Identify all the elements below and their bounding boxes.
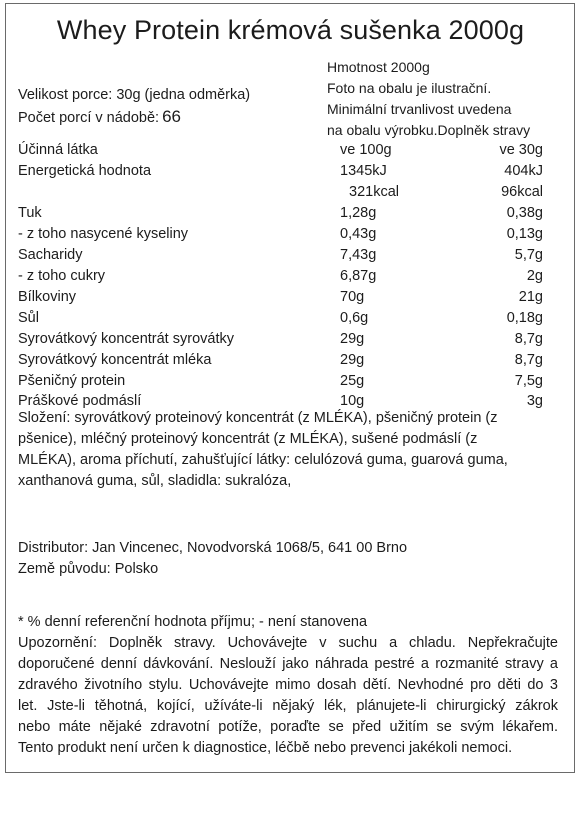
nutrition-row <box>0 268 581 288</box>
weight-note-line: na obalu výrobku.Doplněk stravy <box>327 122 531 138</box>
per100-value: 1345kJ <box>340 163 387 179</box>
country-of-origin: Země původu: Polsko <box>18 561 159 577</box>
composition <box>18 408 558 492</box>
nutrition-row <box>0 184 581 204</box>
servings-label: Počet porcí v nádobě: <box>18 110 160 126</box>
per100-value: 10g <box>340 393 365 409</box>
nutrition-row <box>0 226 581 246</box>
nutrient-name: Sůl <box>18 310 39 326</box>
warning-line: Upozornění: Doplněk stravy. Uchovávejte v suchu a chladu. Nepřekračujte <box>18 635 558 651</box>
per30-value: 96kcal <box>501 184 543 200</box>
nutrition-row <box>0 289 581 309</box>
nutrient-name: Syrovátkový koncentrát syrovátky <box>18 331 234 347</box>
serving-size: Velikost porce: 30g (jedna odměrka) <box>18 87 251 103</box>
header-per100: ve 100g <box>340 142 392 158</box>
per100-value: 29g <box>340 352 365 368</box>
per30-value: 404kJ <box>504 163 543 179</box>
composition-line: xanthanová guma, sůl, sladidla: sukralóza, <box>18 473 292 489</box>
nutrient-name: - z toho cukry <box>18 268 106 284</box>
servings-per-container <box>18 108 181 127</box>
nutrient-name: Sacharidy <box>18 247 83 263</box>
per100-value: 0,43g <box>340 226 377 242</box>
nutrient-name: Práškové podmáslí <box>18 393 142 409</box>
header-per30: ve 30g <box>499 142 543 158</box>
warning-line: doporučené denní dávkování. Neslouží jako náhrada pestré a rozmanité stravy a <box>18 656 558 672</box>
per30-value: 8,7g <box>514 331 543 347</box>
footnote-block <box>18 612 558 633</box>
per100-value: 6,87g <box>340 268 377 284</box>
per30-value: 0,38g <box>506 205 543 221</box>
composition-line: MLÉKA), aroma příchutí, zahušťující látky: celulózová guma, guarová guma, <box>18 452 508 468</box>
nutrient-name: Syrovátkový koncentrát mléka <box>18 352 212 368</box>
per30-value: 2g <box>526 268 543 284</box>
per100-value: 29g <box>340 331 365 347</box>
nutrition-row <box>0 373 581 393</box>
nutrition-row <box>0 247 581 267</box>
per100-value: 25g <box>340 373 365 389</box>
per30-value: 21g <box>518 289 543 305</box>
nutrient-name: Pšeničný protein <box>18 373 126 389</box>
weight-note-line: Hmotnost 2000g <box>327 59 430 75</box>
per100-value: 0,6g <box>340 310 369 326</box>
weight-note-line: Foto na obalu je ilustrační. <box>327 80 492 96</box>
weight-note-line: Minimální trvanlivost uvedena <box>327 101 512 117</box>
footnote: * % denní referenční hodnota příjmu; - není stanovena <box>18 614 368 630</box>
servings-value: 66 <box>162 107 181 126</box>
header-name: Účinná látka <box>18 142 98 158</box>
warning-line: let. Jste-li těhotná, kojící, užíváte-li nějaký lék, plánujete-li chirurgický zákrok <box>18 698 558 714</box>
nutrition-header <box>0 142 581 162</box>
per100-value: 7,43g <box>340 247 377 263</box>
nutrient-name: Energetická hodnota <box>18 163 152 179</box>
nutrient-name: Bílkoviny <box>18 289 77 305</box>
per30-value: 0,13g <box>506 226 543 242</box>
per100-value: 70g <box>340 289 365 305</box>
warning-line: zdravého životního stylu. Uchovávejte mimo dosah dětí. Nevhodné pro děti do 3 <box>18 677 558 693</box>
per100-value: 321kcal <box>349 184 399 200</box>
nutrient-name: - z toho nasycené kyseliny <box>18 226 189 242</box>
per30-value: 7,5g <box>514 373 543 389</box>
warning-line: Tento produkt není určen k diagnostice, léčbě nebo prevenci jakékoli nemoci. <box>18 740 513 756</box>
nutrition-row <box>0 352 581 372</box>
nutrition-row <box>0 163 581 183</box>
weight-note <box>327 57 530 141</box>
warning-line: nebo máte nějaké zdravotní potíže, poraďte se před užitím se svým lékařem. <box>18 719 558 735</box>
nutrient-name: Tuk <box>18 205 42 221</box>
nutrition-row <box>0 310 581 330</box>
composition-line: pšenice), mléčný proteinový koncentrát (z MLÉKA), sušené podmáslí (z <box>18 431 478 447</box>
warning <box>18 633 558 759</box>
per30-value: 8,7g <box>514 352 543 368</box>
per30-value: 3g <box>526 393 543 409</box>
nutrition-row <box>0 205 581 225</box>
distributor: Distributor: Jan Vincenec, Novodvorská 1068/5, 641 00 Brno <box>18 540 408 556</box>
per30-value: 5,7g <box>514 247 543 263</box>
per100-value: 1,28g <box>340 205 377 221</box>
product-title: Whey Protein krémová sušenka 2000g <box>56 15 525 45</box>
nutrition-row <box>0 331 581 351</box>
composition-line: Složení: syrovátkový proteinový koncentrát (z MLÉKA), pšeničný protein (z <box>18 410 498 426</box>
distributor-info <box>18 538 558 580</box>
per30-value: 0,18g <box>506 310 543 326</box>
